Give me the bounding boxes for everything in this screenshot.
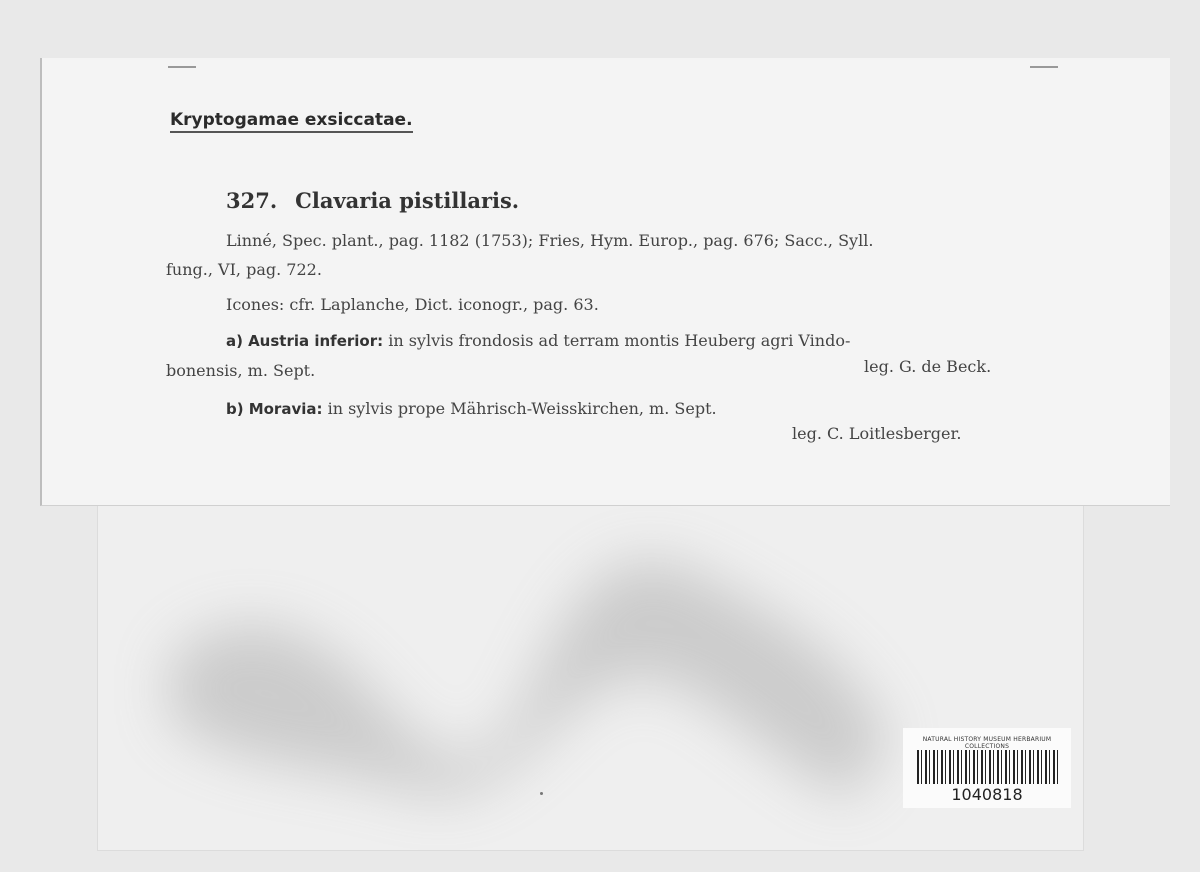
- barcode-number: 1040818: [951, 785, 1023, 804]
- locality-b: [166, 394, 1066, 424]
- collector-a: leg. G. de Beck.: [864, 357, 992, 376]
- barcode-label: [903, 728, 1071, 808]
- corner-mark: [168, 66, 196, 68]
- references: [166, 226, 1066, 284]
- exsiccata-number: 327.: [226, 188, 278, 213]
- locality-b-region: Moravia:: [248, 400, 323, 418]
- species-name: Clavaria pistillaris.: [295, 188, 520, 213]
- icones-line: [166, 290, 1066, 319]
- references-line-1: Linné, Spec. plant., pag. 1182 (1753); Fries, Hym. Europ., pag. 676; Sacc., Syll.: [226, 231, 874, 250]
- specimen-speck: [540, 792, 543, 795]
- locality-a-text-1: in sylvis frondosis ad terram montis Heuberg agri Vindo-: [388, 331, 851, 350]
- barcode-bars: [917, 750, 1059, 784]
- locality-b-prefix: b): [226, 400, 244, 418]
- barcode-institution: NATURAL HISTORY MUSEUM HERBARIUM COLLECTIONS: [922, 736, 1052, 750]
- icones-text: Icones: cfr. Laplanche, Dict. iconogr., pag. 63.: [226, 295, 599, 314]
- references-line-2: fung., VI, pag. 722.: [166, 260, 322, 279]
- locality-a: [166, 326, 1066, 385]
- series-title: Kryptogamae exsiccatae.: [170, 110, 413, 133]
- corner-mark: [1030, 66, 1058, 68]
- locality-a-prefix: a): [226, 332, 243, 350]
- locality-b-text: in sylvis prope Mährisch-Weisskirchen, m. Sept.: [327, 399, 717, 418]
- specimen-shadow: [150, 540, 910, 820]
- collector-b: leg. C. Loitlesberger.: [792, 424, 962, 443]
- exsiccata-label: [40, 58, 1170, 506]
- species-heading: [226, 188, 519, 213]
- locality-a-text-2: bonensis, m. Sept.: [166, 361, 316, 380]
- locality-a-region: Austria inferior:: [248, 332, 384, 350]
